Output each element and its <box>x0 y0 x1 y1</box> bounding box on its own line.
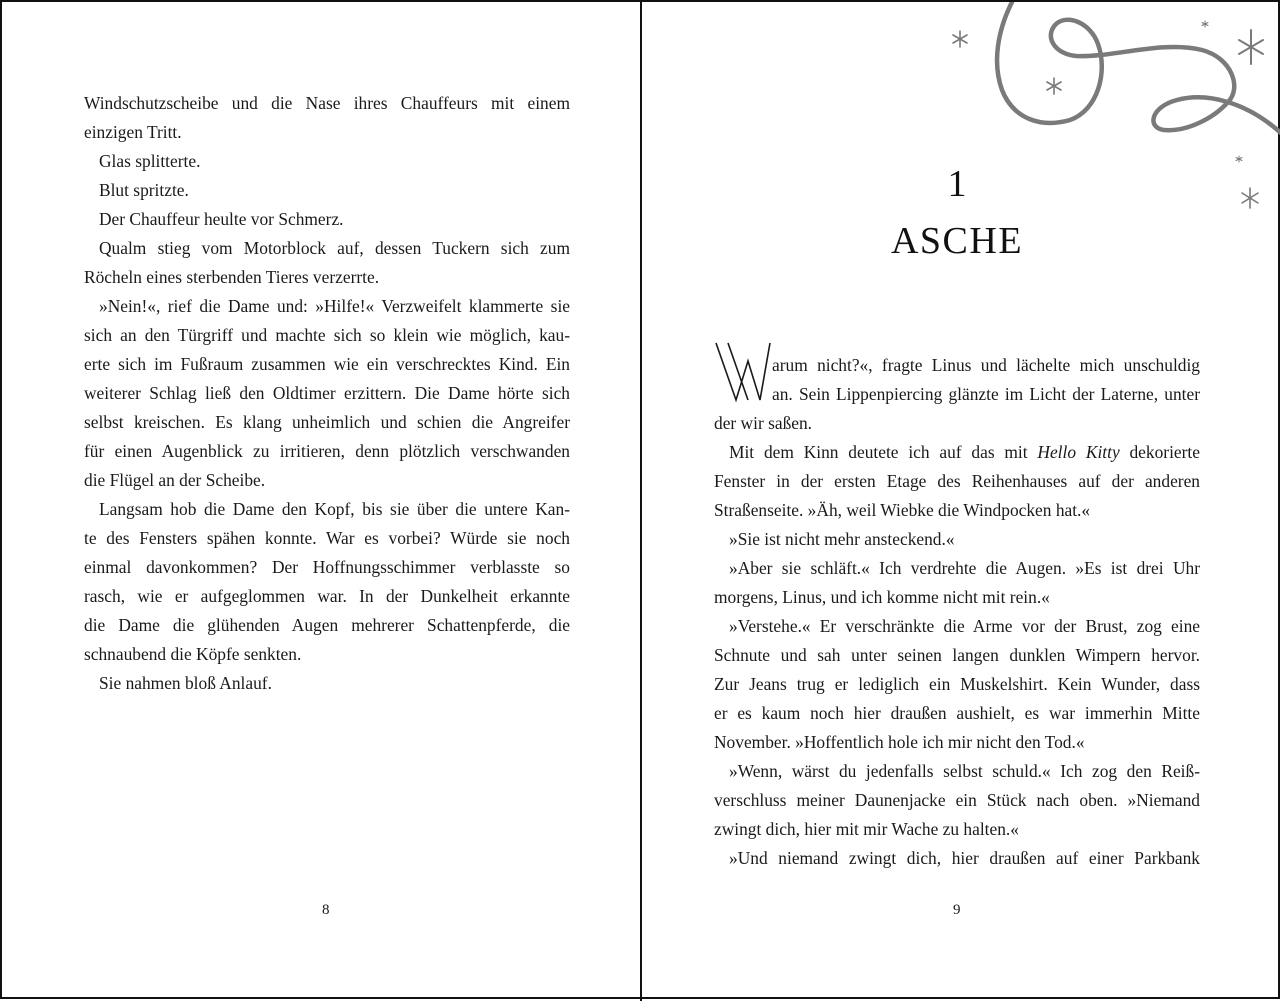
body-text-line: für einen Augenblick zu irritieren, denn plötzlich verschwanden <box>84 441 570 461</box>
page-number-left: 8 <box>322 902 330 918</box>
drop-cap-line: arum nicht?«, fragte Linus und lächelte mich unschuldig <box>772 355 1200 375</box>
body-text-line: Glas splitterte. <box>99 151 201 171</box>
page-number-right: 9 <box>953 902 961 918</box>
body-text-line: einmal davonkommen? Der Hoffnungsschimmer verblasste so <box>84 557 570 577</box>
body-text-line: Zur Jeans trug er lediglich ein Muskelshirt. Kein Wunder, dass <box>714 674 1200 694</box>
body-text-line: schnaubend die Köpfe senkten. <box>84 644 302 664</box>
body-text-line: morgens, Linus, und ich komme nicht mit rein.« <box>714 587 1050 607</box>
body-text-line: »Und niemand zwingt dich, hier draußen auf einer Parkbank <box>729 848 1200 868</box>
body-text-line: »Sie ist nicht mehr ansteckend.« <box>729 529 955 549</box>
right-page <box>642 2 1280 1001</box>
body-text-line <box>714 438 1200 467</box>
italic-title: Hello Kitty <box>1037 442 1120 462</box>
body-text-line: der wir saßen. <box>714 413 813 433</box>
body-text-line: »Nein!«, rief die Dame und: »Hilfe!« Verzweifelt klammerte sie <box>99 296 570 316</box>
body-text-line: weiterer Schlag ließ den Oldtimer erzittern. Die Dame hörte sich <box>84 383 570 403</box>
body-text-line: Fenster in der ersten Etage des Reihenhauses auf der anderen <box>714 471 1200 491</box>
body-text-line: »Aber sie schläft.« Ich verdrehte die Augen. »Es ist drei Uhr <box>729 558 1200 578</box>
body-text-line: erte sich im Fußraum zusammen wie ein verschrecktes Kind. Ein <box>84 354 570 374</box>
body-text-line: »Verstehe.« Er verschränkte die Arme vor der Brust, zog eine <box>729 616 1200 636</box>
body-text-line: Blut spritzte. <box>99 180 189 200</box>
body-text-line: »Wenn, wärst du jedenfalls selbst schuld.« Ich zog den Reiß- <box>729 761 1200 781</box>
body-text-line: selbst kreischen. Es klang unheimlich und schien die Angreifer <box>84 412 570 432</box>
right-page-body-text <box>714 351 1200 873</box>
body-text-line: Windschutzscheibe und die Nase ihres Chauffeurs mit einem <box>84 93 570 113</box>
body-text-line: die Dame die glühenden Augen mehrerer Schattenpferde, die <box>84 615 570 635</box>
body-text-line: November. »Hoffentlich hole ich mir nicht den Tod.« <box>714 732 1085 752</box>
body-text-line: Röcheln eines sterbenden Tieres verzerrte. <box>84 267 380 287</box>
left-page <box>2 2 640 1001</box>
body-text-line: sich an den Türgriff und machte sich so klein wie möglich, kau- <box>84 325 570 345</box>
body-text-line: Sie nahmen bloß Anlauf. <box>99 673 272 693</box>
body-text-line: Qualm stieg vom Motorblock auf, dessen Tuckern sich zum <box>99 238 570 258</box>
body-text-line: Der Chauffeur heulte vor Schmerz. <box>99 209 344 229</box>
body-text-line: einzigen Tritt. <box>84 122 182 142</box>
text-segment: dekorierte <box>1119 442 1200 462</box>
body-text-line: Langsam hob die Dame den Kopf, bis sie über die untere Kan- <box>99 499 570 519</box>
chapter-title: ASCHE <box>890 220 1024 262</box>
chapter-number: 1 <box>947 163 967 205</box>
drop-cap-line: an. Sein Lippenpiercing glänzte im Licht der Laterne, unter <box>772 384 1200 404</box>
body-text-line: te des Fensters spähen konnte. War es vorbei? Würde sie noch <box>84 528 570 548</box>
body-text-line: Schnute und sah unter seinen langen dunklen Wimpern hervor. <box>714 645 1200 665</box>
body-text-line: Straßenseite. »Äh, weil Wiebke die Windpocken hat.« <box>714 500 1091 520</box>
left-page-body-text <box>84 89 570 698</box>
body-text-line: er es kaum noch hier draußen aushielt, es war immerhin Mitte <box>714 703 1200 723</box>
text-segment: Mit dem Kinn deutete ich auf das mit <box>729 442 1038 462</box>
body-text-line: die Flügel an der Scheibe. <box>84 470 266 490</box>
body-text-line: rasch, wie er aufgeglommen war. In der Dunkelheit erkannte <box>84 586 570 606</box>
body-text-line: verschluss meiner Daunenjacke ein Stück nach oben. »Niemand <box>714 790 1200 810</box>
body-text-line: zwingt dich, hier mit mir Wache zu halten.« <box>714 819 1019 839</box>
